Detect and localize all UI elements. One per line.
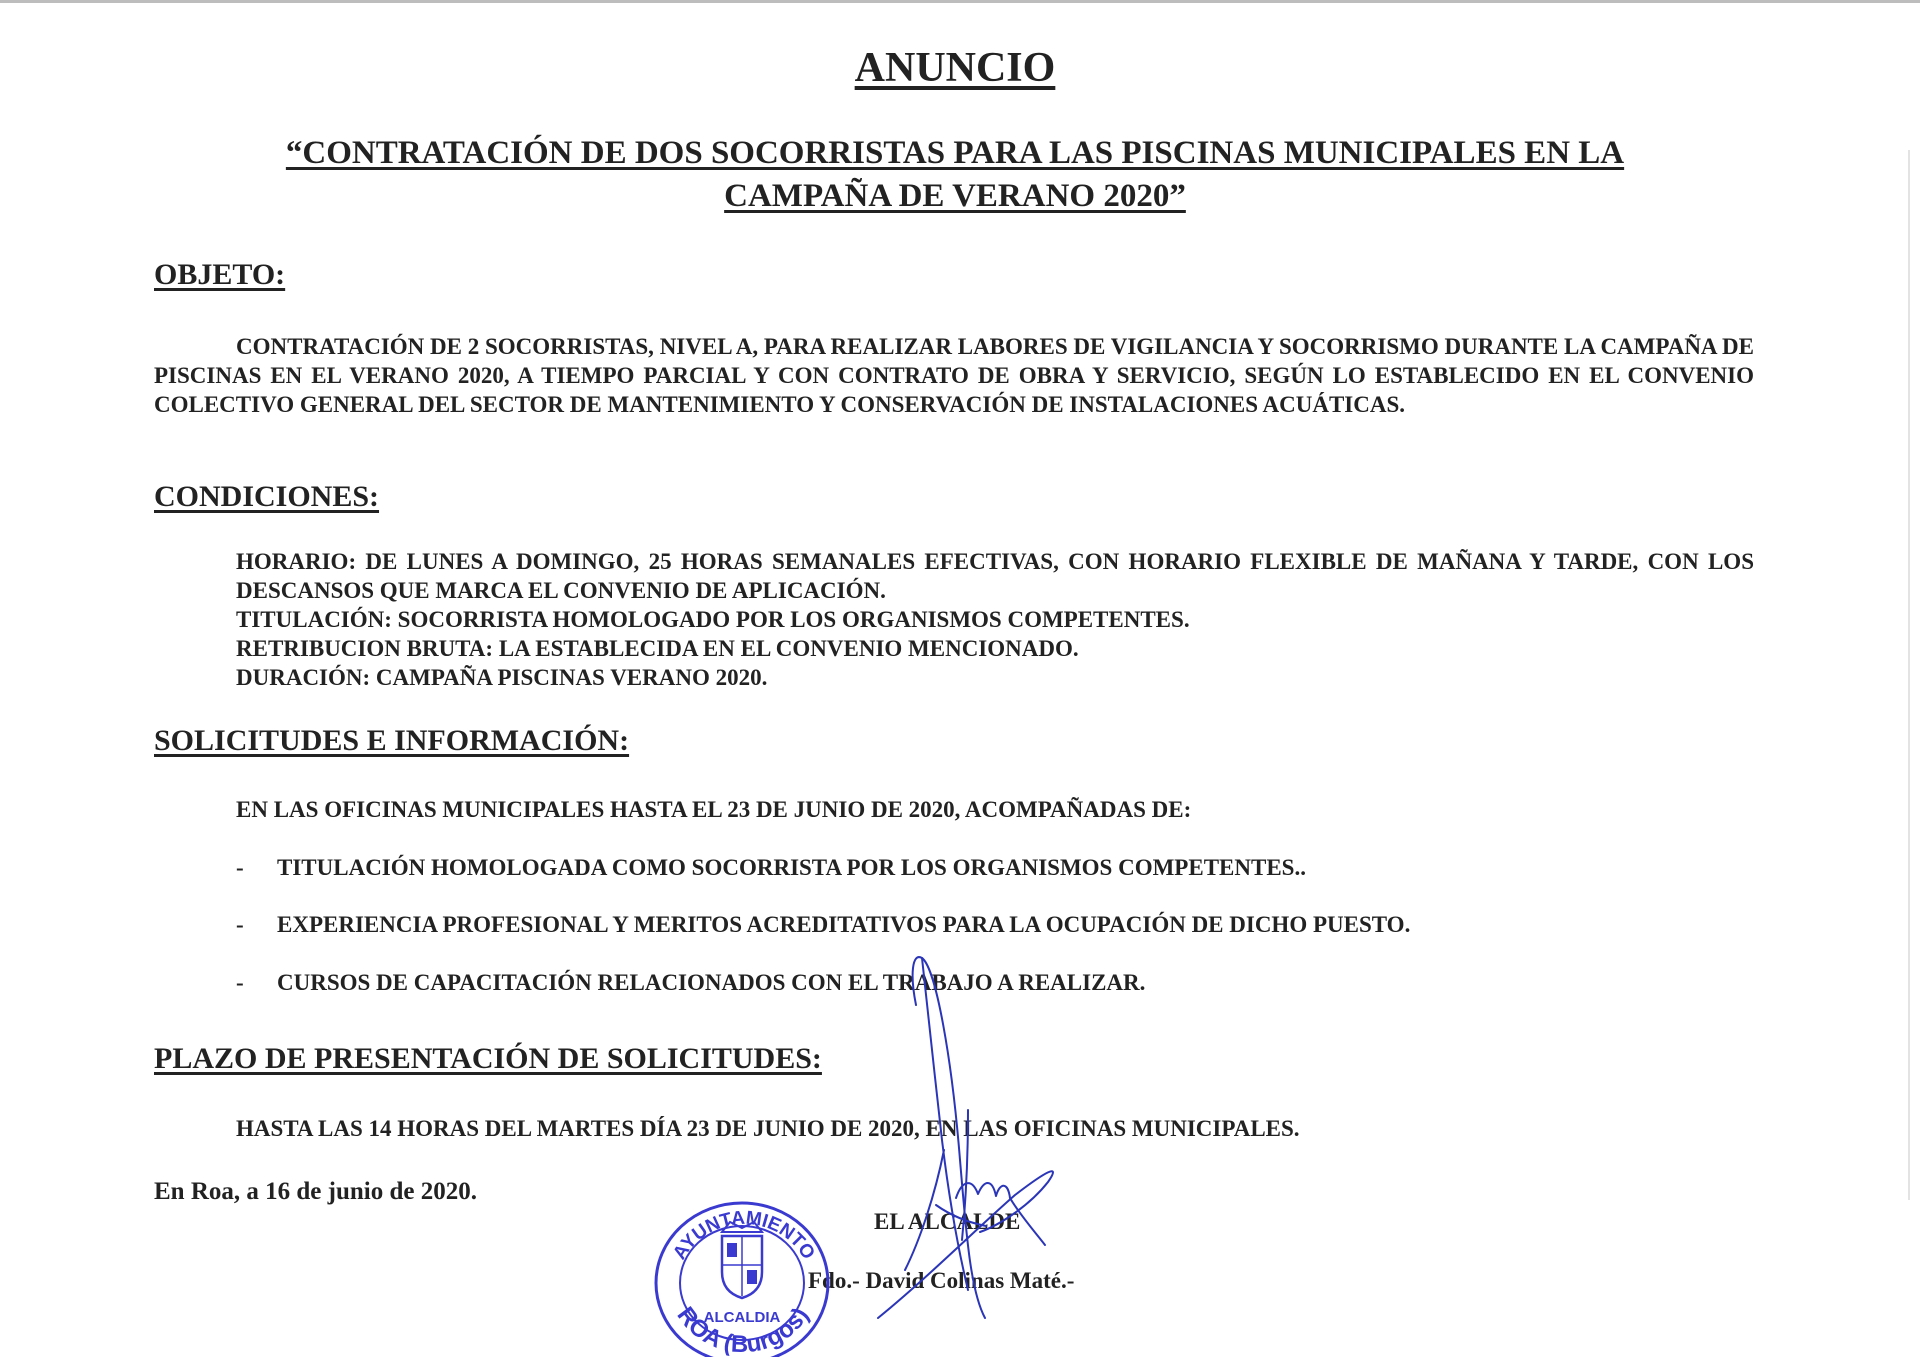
document-title: ANUNCIO: [854, 45, 1056, 91]
official-stamp: [656, 1203, 828, 1357]
stamp-text-bottom: ROA (Burgos): [671, 1302, 815, 1357]
condicion-horario: HORARIO: DE LUNES A DOMINGO, 25 HORAS SEMANALES EFECTIVAS, CON HORARIO FLEXIBLE DE MAÑANA Y TARDE, CON LOS DESCANSOS QUE MARCA EL CONVENIO DE APLICACIÓN.: [236, 549, 1754, 603]
objeto-paragraph: [154, 332, 1754, 419]
objeto-text: CONTRATACIÓN DE 2 SOCORRISTAS, NIVEL A, PARA REALIZAR LABORES DE VIGILANCIA Y SOCORRISMO DURANTE LA CAMPAÑA DE PISCINAS EN EL VERANO 2020, A TIEMPO PARCIAL Y CON CONTRATO DE OBRA Y SERVICIO, SEGÚN LO ESTABLECIDO EN EL CONVENIO COLECTIVO GENERAL DEL SECTOR DE MANTENIMIENTO Y CONSERVACIÓN DE INSTALACIONES ACUÁTICAS.: [154, 334, 1754, 417]
stamp-inner-ring: [680, 1226, 804, 1340]
stamp-text-middle: ALCALDIA: [703, 1309, 781, 1326]
condiciones-list: [236, 547, 1754, 692]
place-and-date: En Roa, a 16 de junio de 2020.: [154, 1178, 477, 1205]
signatory-role: EL ALCALDE: [874, 1209, 1021, 1234]
coat-of-arms-icon: [722, 1222, 762, 1298]
subtitle-line-1: “CONTRATACIÓN DE DOS SOCORRISTAS PARA LAS PISCINAS MUNICIPALES EN LA: [285, 135, 1625, 171]
signatory-name: Fdo.- David Colinas Maté.-: [808, 1268, 1075, 1293]
condicion-retribucion: RETRIBUCION BRUTA: LA ESTABLECIDA EN EL CONVENIO MENCIONADO.: [236, 636, 1079, 661]
document-subtitle: [150, 132, 1760, 218]
subtitle-line-2: CAMPAÑA DE VERANO 2020”: [724, 178, 1186, 214]
section-heading-condiciones: CONDICIONES:: [154, 480, 380, 513]
solicitud-item: CURSOS DE CAPACITACIÓN RELACIONADOS CON EL TRABAJO A REALIZAR.: [277, 970, 1146, 995]
bullet-marker: -: [236, 912, 244, 937]
bullet-marker: -: [236, 855, 244, 880]
solicitud-item: TITULACIÓN HOMOLOGADA COMO SOCORRISTA POR LOS ORGANISMOS COMPETENTES..: [277, 855, 1306, 880]
condicion-titulacion: TITULACIÓN: SOCORRISTA HOMOLOGADO POR LOS ORGANISMOS COMPETENTES.: [236, 607, 1190, 632]
condicion-duracion: DURACIÓN: CAMPAÑA PISCINAS VERANO 2020.: [236, 665, 768, 690]
stamp-outer-ring: [656, 1203, 828, 1357]
solicitud-item: EXPERIENCIA PROFESIONAL Y MERITOS ACREDITATIVOS PARA LA OCUPACIÓN DE DICHO PUESTO.: [277, 912, 1411, 937]
section-heading-solicitudes: SOLICITUDES E INFORMACIÓN:: [154, 724, 630, 757]
section-heading-plazo: PLAZO DE PRESENTACIÓN DE SOLICITUDES:: [154, 1042, 822, 1075]
solicitudes-intro: EN LAS OFICINAS MUNICIPALES HASTA EL 23 DE JUNIO DE 2020, ACOMPAÑADAS DE:: [236, 797, 1192, 822]
bullet-marker: -: [236, 970, 244, 995]
stamp-text-top: AYUNTAMIENTO: [669, 1207, 819, 1264]
scan-edge-right: [1908, 150, 1910, 1200]
scan-edge-top: [0, 0, 1920, 3]
plazo-text: HASTA LAS 14 HORAS DEL MARTES DÍA 23 DE JUNIO DE 2020, EN LAS OFICINAS MUNICIPALES.: [236, 1116, 1300, 1141]
section-heading-objeto: OBJETO:: [154, 258, 286, 291]
